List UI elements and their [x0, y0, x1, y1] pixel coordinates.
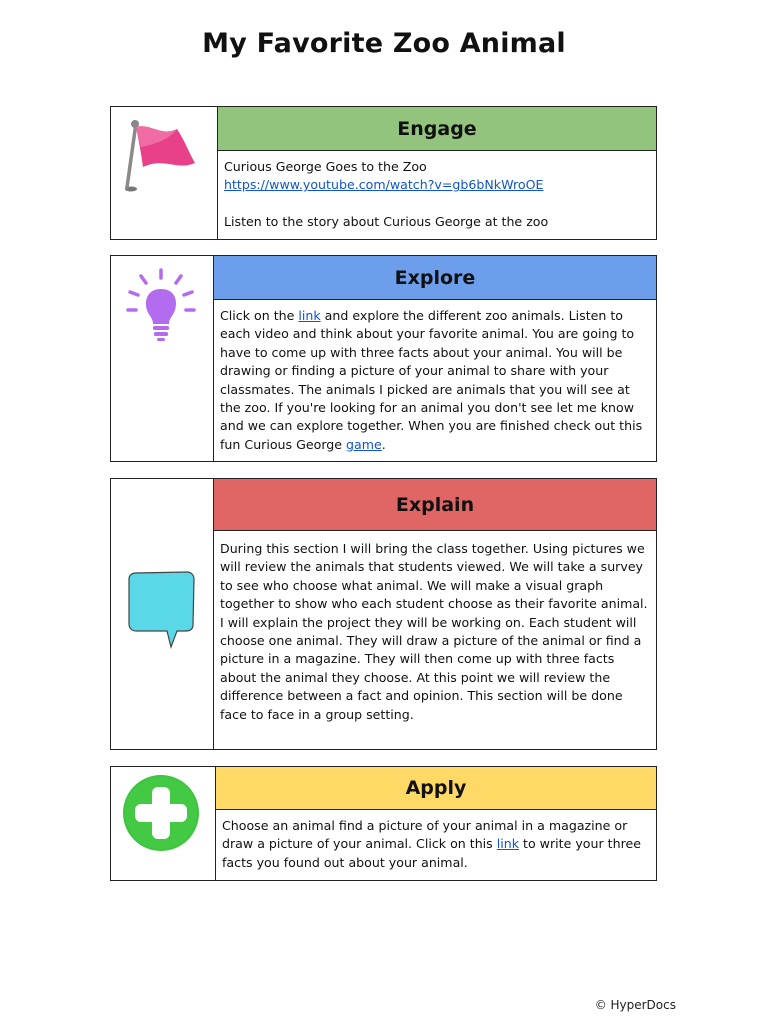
apply-card	[110, 766, 657, 881]
explore-body	[214, 300, 656, 454]
explore-animals-link[interactable]: link	[298, 308, 321, 323]
engage-heading: Engage	[218, 107, 656, 151]
explain-heading: Explain	[214, 479, 656, 531]
engage-body	[218, 151, 656, 231]
explore-text-main: and explore the different zoo animals. Listen to each video and think about your favorite animal. You are going to have to come up with three facts about your animal. You will be drawing or finding a picture of your animal to share with your classmates. The animals I picked are animals that you will see at the zoo. If you're looking for an animal you don't see let me know and we can explore together. When you are finished check out this fun Curious George	[220, 308, 643, 452]
speech-bubble-icon	[111, 479, 213, 748]
explore-text-intro: Click on the	[220, 308, 299, 323]
explain-icon-cell	[111, 479, 214, 749]
explore-icon-cell	[111, 256, 214, 461]
apply-heading: Apply	[216, 767, 656, 810]
explore-heading: Explore	[214, 256, 656, 300]
apply-text-intro: Choose an animal find a picture of your animal in a magazine or draw a picture of your animal. Click on this	[222, 818, 628, 852]
explore-card	[110, 255, 657, 462]
pink-flag-icon	[111, 107, 217, 238]
apply-icon-cell	[111, 767, 216, 880]
engage-video-link[interactable]: https://www.youtube.com/watch?v=gb6bNkWroOE	[224, 177, 544, 193]
engage-video-title: Curious George Goes to the Zoo	[224, 159, 427, 174]
lightbulb-icon	[111, 256, 213, 460]
apply-text-end: to write your three facts you found out about your animal.	[222, 836, 641, 870]
hyperdocs-footer: © HyperDocs	[594, 998, 676, 1012]
explain-body: During this section I will bring the class together. Using pictures we will review the animals that students viewed. We will take a survey to see who choose what animal. We will make a visual graph together to show who each student choose as their favorite animal. I will explain the project they will be working on. Each student will choose one animal. They will draw a picture of the animal or find a picture in a magazine. They will then come up with three facts about the animal they choose. At this point we will review the difference between a fact and opinion. This section will be done face to face in a group setting.	[220, 541, 648, 722]
engage-card	[110, 106, 657, 240]
page-title: My Favorite Zoo Animal	[202, 28, 566, 59]
green-plus-icon	[111, 767, 215, 879]
apply-facts-link[interactable]: link	[496, 836, 520, 852]
explore-text-end: .	[381, 436, 386, 452]
explain-card	[110, 478, 657, 750]
engage-icon-cell	[111, 107, 218, 239]
explore-game-link[interactable]: game	[346, 436, 382, 452]
apply-body	[216, 810, 656, 872]
engage-instruction: Listen to the story about Curious George at the zoo	[224, 213, 549, 229]
